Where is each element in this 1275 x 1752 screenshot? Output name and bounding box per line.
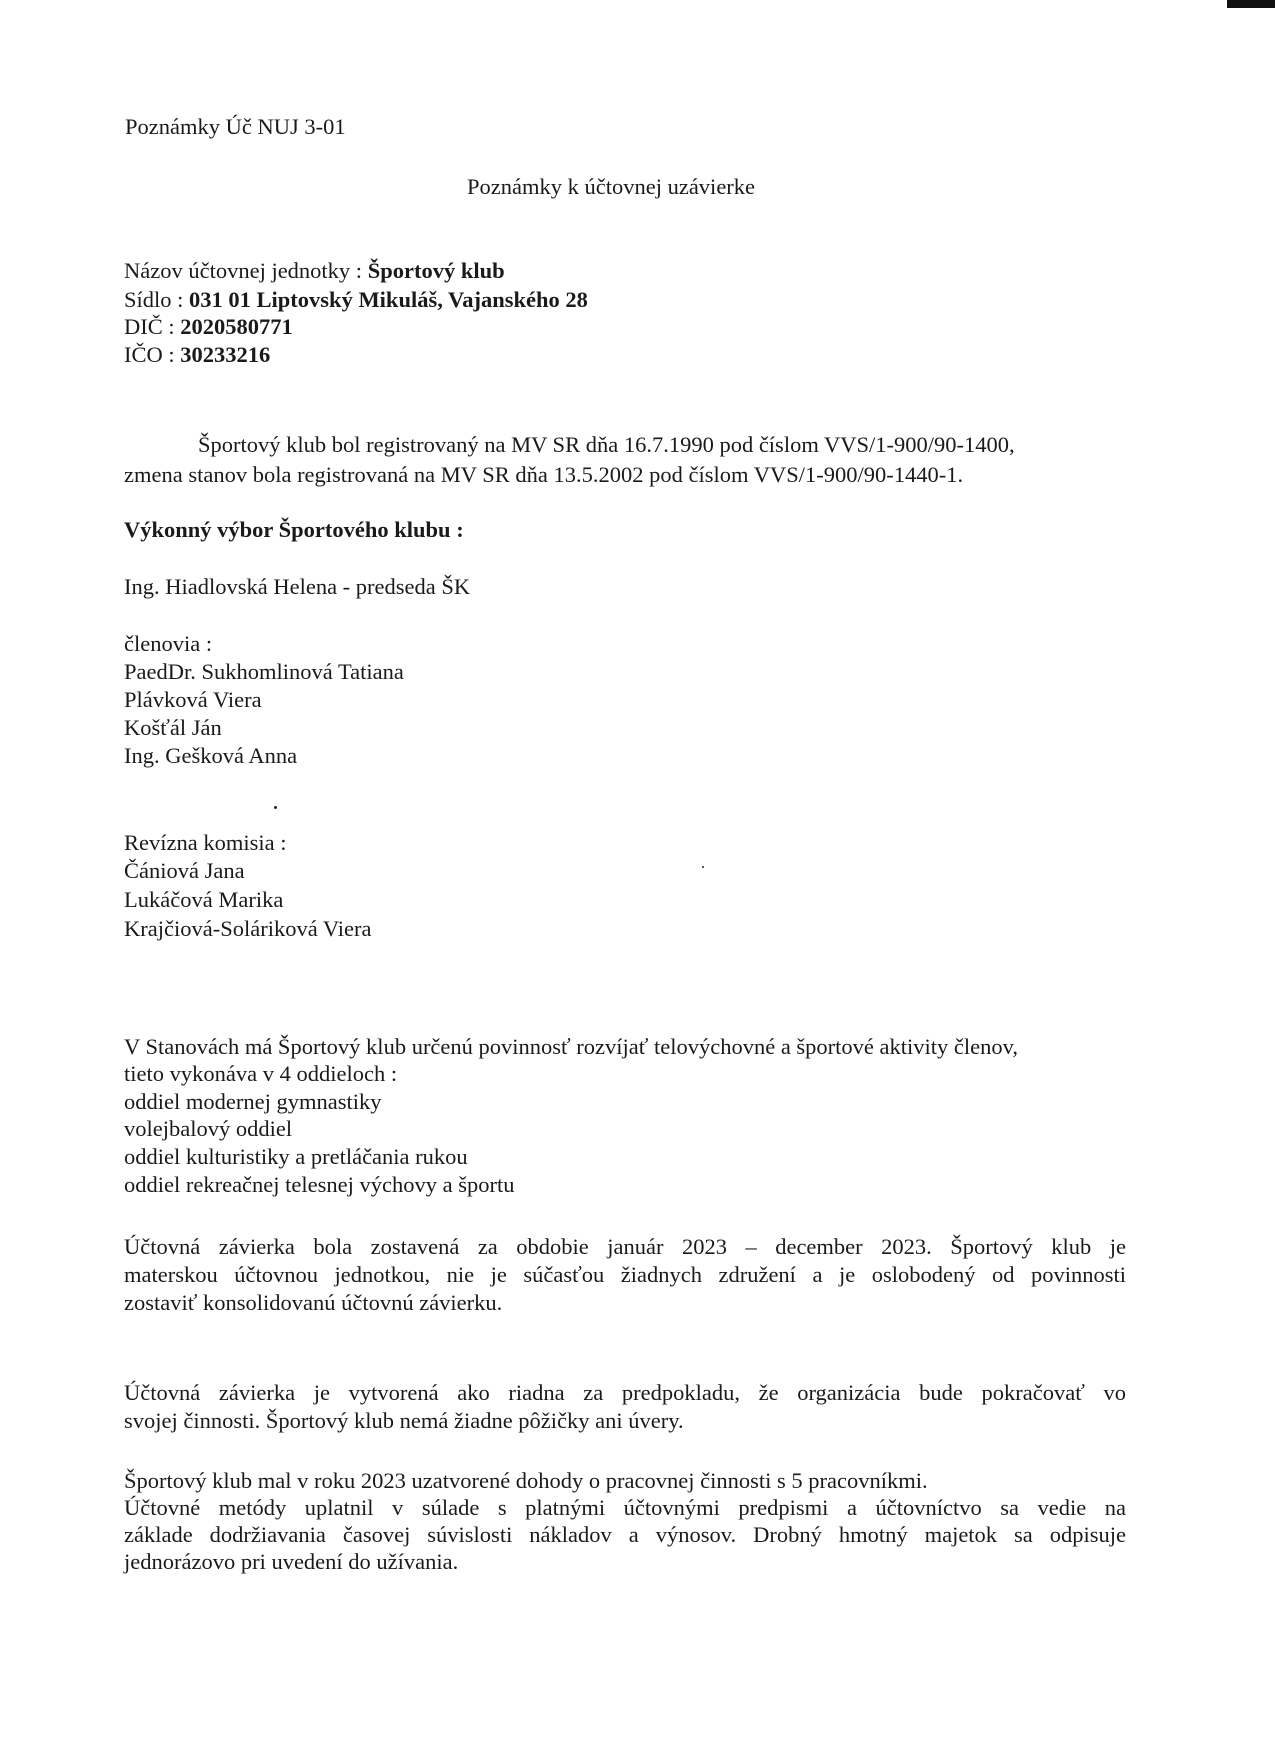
entity-name-label: Názov účtovnej jednotky :	[124, 258, 368, 283]
statutes-section: volejbalový oddiel	[124, 1116, 293, 1141]
entity-dic-row	[124, 316, 293, 339]
registration-line-1: Športový klub bol registrovaný na MV SR dňa 16.7.1990 pod číslom VVS/1-900/90-1400,	[198, 432, 1015, 457]
audit-member: Čániová Jana	[124, 858, 245, 883]
document-title: Poznámky k účtovnej uzávierke	[467, 174, 756, 199]
committee-member: Ing. Gešková Anna	[124, 743, 298, 768]
entity-seat-label: Sídlo :	[124, 287, 190, 312]
statutes-line-1: V Stanovách má Športový klub určenú povinnosť rozvíjať telovýchovné a športové aktivity členov,	[124, 1034, 1019, 1059]
statutes-section: oddiel rekreačnej telesnej výchovy a športu	[124, 1172, 515, 1197]
entity-name-value: Športový klub	[367, 258, 505, 283]
document-code: Poznámky Úč NUJ 3-01	[125, 114, 346, 139]
entity-dic-value: 2020580771	[180, 314, 293, 339]
entity-seat-value: 031 01 Liptovský Mikuláš, Vajanského 28	[189, 287, 588, 312]
statutes-section: oddiel modernej gymnastiky	[124, 1089, 382, 1114]
entity-ico-label: IČO :	[124, 342, 181, 367]
methods-line-2: Účtovné metódy uplatnil v súlade s platnými účtovnými predpismi a účtovníctvo sa vedie na	[124, 1495, 1126, 1520]
audit-label: Revízna komisia :	[124, 830, 287, 855]
committee-member: PaedDr. Sukhomlinová Tatiana	[124, 659, 404, 684]
going-concern-line-2: svojej činnosti. Športový klub nemá žiadne pôžičky ani úvery.	[124, 1408, 684, 1433]
committee-heading: Výkonný výbor Športového klubu :	[124, 517, 464, 542]
methods-line-1: Športový klub mal v roku 2023 uzatvorené dohody o pracovnej činnosti s 5 pracovníkmi.	[124, 1468, 928, 1493]
entity-dic-label: DIČ :	[124, 314, 181, 339]
audit-member: Lukáčová Marika	[124, 887, 284, 912]
committee-chair: Ing. Hiadlovská Helena - predseda ŠK	[124, 574, 471, 599]
registration-line-2: zmena stanov bola registrovaná na MV SR dňa 13.5.2002 pod číslom VVS/1-900/90-1440-1.	[124, 462, 964, 487]
closing-line-3: zostaviť konsolidovanú účtovnú závierku.	[124, 1290, 503, 1315]
scan-edge-mark	[1227, 0, 1275, 8]
entity-ico-value: 30233216	[180, 342, 271, 367]
entity-seat-row	[124, 289, 588, 312]
statutes-line-2: tieto vykonáva v 4 oddieloch :	[124, 1061, 398, 1086]
methods-line-3: základe dodržiavania časovej súvislosti nákladov a výnosov. Drobný hmotný majetok sa odpisuje	[124, 1522, 1126, 1547]
entity-ico-row	[124, 344, 270, 367]
statutes-section: oddiel kulturistiky a pretláčania rukou	[124, 1144, 468, 1169]
committee-member: Plávková Viera	[124, 687, 262, 712]
going-concern-line-1: Účtovná závierka je vytvorená ako riadna za predpokladu, že organizácia bude pokračovať vo	[124, 1380, 1126, 1405]
closing-line-2: materskou účtovnou jednotkou, nie je súčasťou žiadnych združení a je oslobodený od povinnosti	[124, 1262, 1126, 1287]
methods-line-4: jednorázovo pri uvedení do užívania.	[124, 1549, 459, 1574]
committee-member: Košťál Ján	[124, 715, 222, 740]
audit-member: Krajčiová-Soláriková Viera	[124, 916, 372, 941]
scan-speck	[702, 866, 704, 868]
committee-members-label: členovia :	[124, 631, 213, 656]
closing-line-1: Účtovná závierka bola zostavená za obdobie január 2023 – december 2023. Športový klub je	[124, 1234, 1126, 1259]
scan-speck	[274, 806, 277, 809]
entity-name-row	[124, 260, 505, 283]
